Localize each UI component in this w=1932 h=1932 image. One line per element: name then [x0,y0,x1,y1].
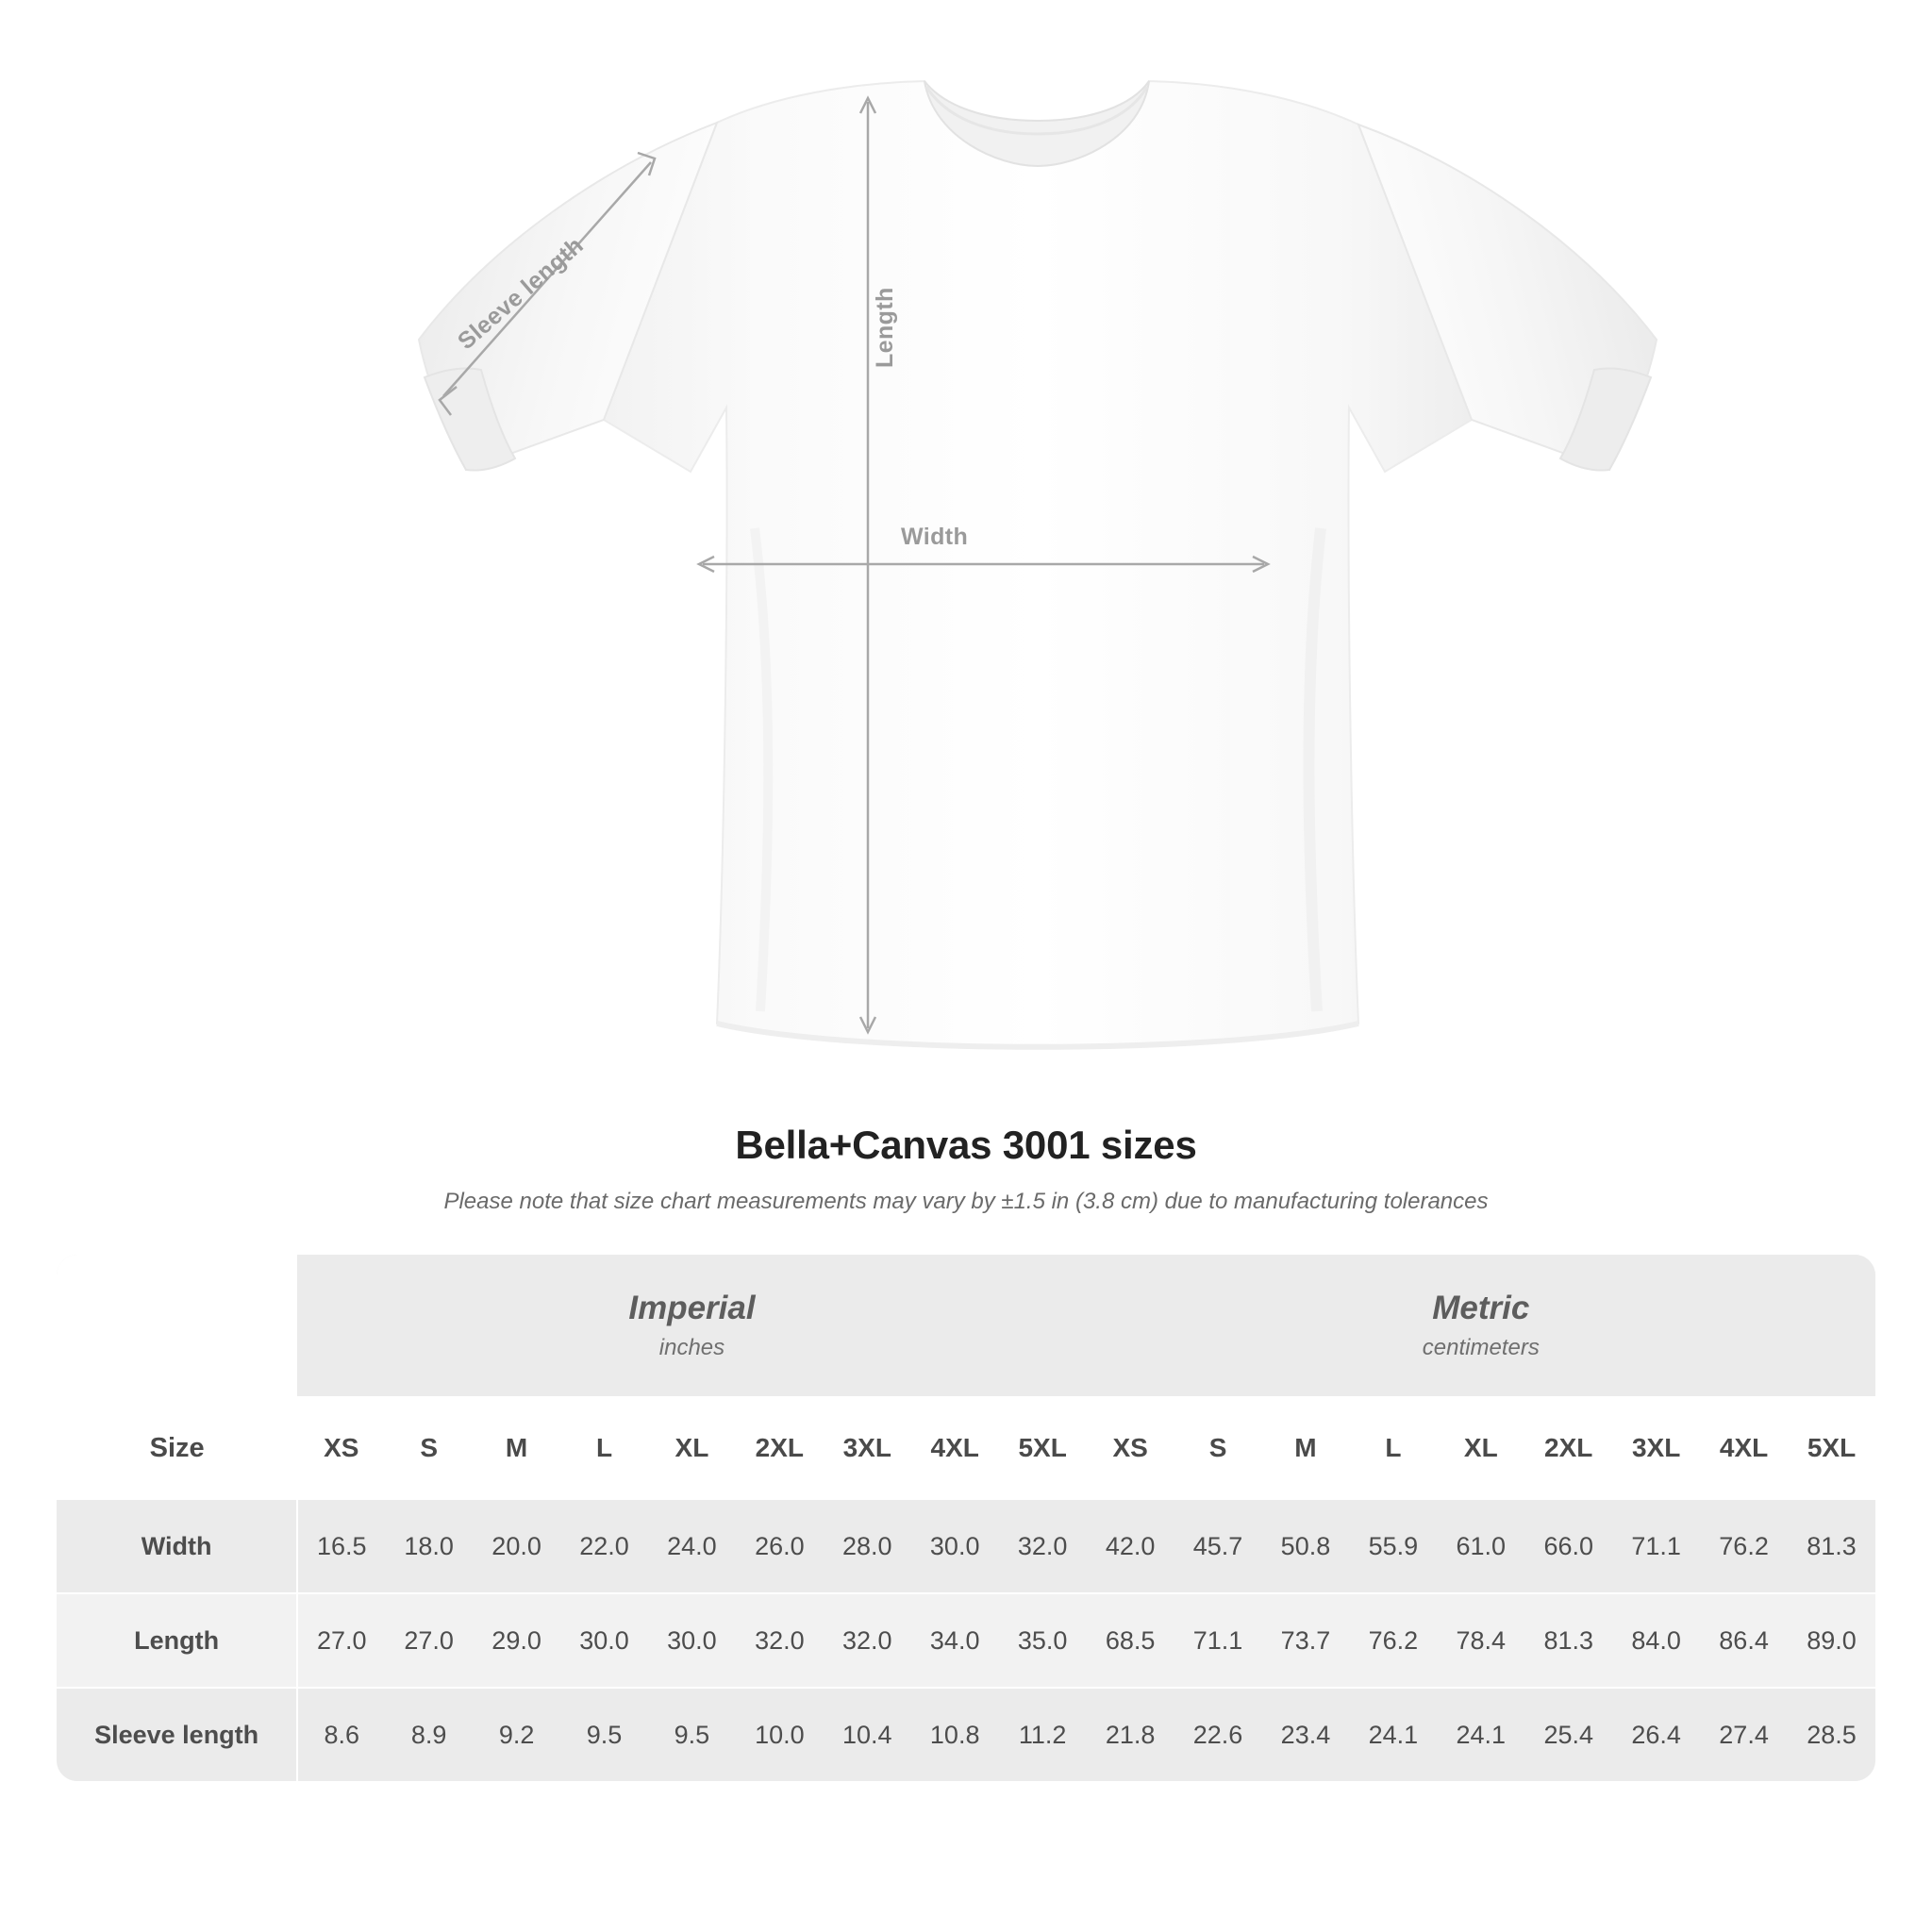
size-header-imperial-4xl: 4XL [911,1396,999,1500]
sleeve-imperial-m: 9.2 [473,1688,560,1781]
sleeve-imperial-xl: 9.5 [648,1688,736,1781]
length-imperial-m: 29.0 [473,1593,560,1688]
sleeve-imperial-2xl: 10.0 [736,1688,824,1781]
sleeve-imperial-xs: 8.6 [297,1688,385,1781]
sleeve-metric-5xl: 28.5 [1788,1688,1875,1781]
length-imperial-2xl: 32.0 [736,1593,824,1688]
size-header-metric-xs: XS [1087,1396,1174,1500]
width-dimension-label: Width [901,524,969,550]
length-metric-3xl: 84.0 [1612,1593,1700,1688]
page-title: Bella+Canvas 3001 sizes [735,1123,1197,1167]
length-metric-2xl: 81.3 [1524,1593,1612,1688]
width-imperial-4xl: 30.0 [911,1500,999,1593]
length-metric-4xl: 86.4 [1700,1593,1788,1688]
size-header-imperial-s: S [385,1396,473,1500]
row-label-width: Width [57,1500,297,1593]
length-imperial-xl: 30.0 [648,1593,736,1688]
title-block [0,1123,1932,1215]
size-header-row [57,1396,1875,1500]
size-header-imperial-m: M [473,1396,560,1500]
sleeve-imperial-5xl: 11.2 [999,1688,1087,1781]
unit-group-imperial-sub: inches [658,1335,725,1360]
width-imperial-xl: 24.0 [648,1500,736,1593]
sleeve-metric-m: 23.4 [1262,1688,1350,1781]
length-dimension-label: Length [872,287,898,368]
size-header-imperial-5xl: 5XL [999,1396,1087,1500]
length-imperial-s: 27.0 [385,1593,473,1688]
size-chart-table-wrapper [57,1255,1875,1781]
size-header-metric-xl: XL [1437,1396,1524,1500]
table-row [57,1500,1875,1593]
size-header-metric-s: S [1174,1396,1262,1500]
sleeve-metric-4xl: 27.4 [1700,1688,1788,1781]
sleeve-metric-3xl: 26.4 [1612,1688,1700,1781]
width-imperial-xs: 16.5 [297,1500,385,1593]
size-header-metric-l: L [1349,1396,1437,1500]
table-row [57,1688,1875,1781]
width-metric-2xl: 66.0 [1524,1500,1612,1593]
sleeve-imperial-l: 9.5 [560,1688,648,1781]
unit-group-metric-name: Metric [1432,1290,1530,1326]
sleeve-metric-l: 24.1 [1349,1688,1437,1781]
width-imperial-s: 18.0 [385,1500,473,1593]
sleeve-metric-xl: 24.1 [1437,1688,1524,1781]
length-metric-m: 73.7 [1262,1593,1350,1688]
width-imperial-2xl: 26.0 [736,1500,824,1593]
table-corner-cell [57,1255,297,1396]
width-metric-xl: 61.0 [1437,1500,1524,1593]
size-header-imperial-3xl: 3XL [824,1396,911,1500]
width-metric-xs: 42.0 [1087,1500,1174,1593]
row-label-length: Length [57,1593,297,1688]
size-header-imperial-xl: XL [648,1396,736,1500]
unit-group-metric-sub: centimeters [1422,1335,1540,1360]
size-header-metric-3xl: 3XL [1612,1396,1700,1500]
table-row [57,1593,1875,1688]
sleeve-imperial-s: 8.9 [385,1688,473,1781]
width-metric-4xl: 76.2 [1700,1500,1788,1593]
size-header-imperial-xs: XS [297,1396,385,1500]
sleeve-metric-s: 22.6 [1174,1688,1262,1781]
length-metric-xs: 68.5 [1087,1593,1174,1688]
width-imperial-3xl: 28.0 [824,1500,911,1593]
sleeve-length-dimension-label: Sleeve length [453,231,589,356]
size-header-imperial-l: L [560,1396,648,1500]
sleeve-metric-xs: 21.8 [1087,1688,1174,1781]
width-imperial-5xl: 32.0 [999,1500,1087,1593]
size-header-metric-m: M [1262,1396,1350,1500]
unit-group-imperial [297,1255,1086,1396]
size-header-imperial-2xl: 2XL [736,1396,824,1500]
size-header-metric-5xl: 5XL [1788,1396,1875,1500]
length-imperial-4xl: 34.0 [911,1593,999,1688]
row-label-sleeve-length: Sleeve length [57,1688,297,1781]
length-metric-5xl: 89.0 [1788,1593,1875,1688]
size-row-label: Size [57,1396,297,1500]
sleeve-imperial-4xl: 10.8 [911,1688,999,1781]
width-imperial-l: 22.0 [560,1500,648,1593]
length-imperial-l: 30.0 [560,1593,648,1688]
length-metric-s: 71.1 [1174,1593,1262,1688]
sleeve-imperial-3xl: 10.4 [824,1688,911,1781]
size-chart-table [57,1255,1875,1781]
length-metric-xl: 78.4 [1437,1593,1524,1688]
length-imperial-3xl: 32.0 [824,1593,911,1688]
width-metric-5xl: 81.3 [1788,1500,1875,1593]
length-metric-l: 76.2 [1349,1593,1437,1688]
unit-group-row [57,1255,1875,1396]
length-imperial-5xl: 35.0 [999,1593,1087,1688]
size-header-metric-2xl: 2XL [1524,1396,1612,1500]
tolerance-note: Please note that size chart measurements may vary by ±1.5 in (3.8 cm) due to manufacturing tolerances [443,1189,1489,1214]
length-imperial-xs: 27.0 [297,1593,385,1688]
width-metric-m: 50.8 [1262,1500,1350,1593]
width-metric-l: 55.9 [1349,1500,1437,1593]
width-metric-3xl: 71.1 [1612,1500,1700,1593]
width-imperial-m: 20.0 [473,1500,560,1593]
unit-group-metric [1087,1255,1875,1396]
size-header-metric-4xl: 4XL [1700,1396,1788,1500]
sleeve-metric-2xl: 25.4 [1524,1688,1612,1781]
width-metric-s: 45.7 [1174,1500,1262,1593]
unit-group-imperial-name: Imperial [628,1290,756,1326]
